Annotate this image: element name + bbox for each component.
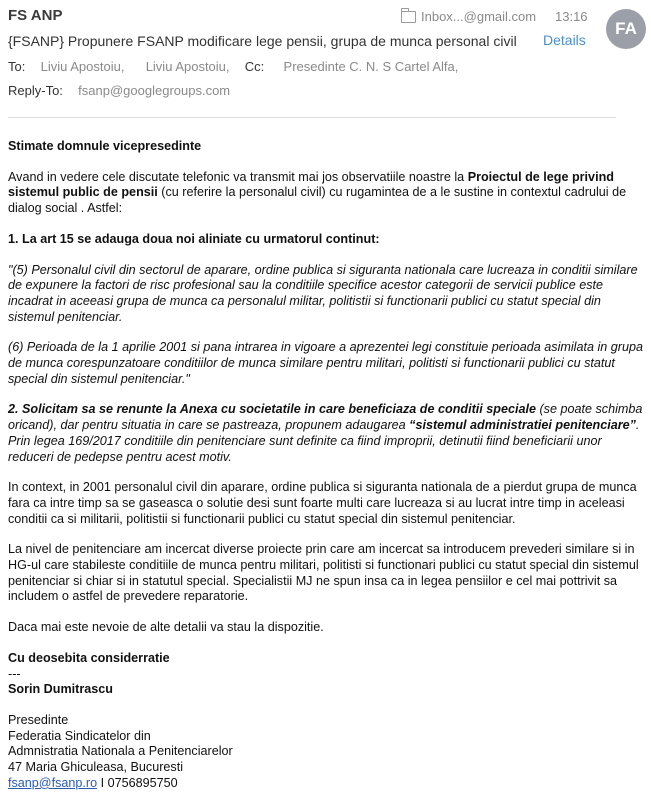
intro-paragraph: [8, 170, 648, 217]
to-recipient[interactable]: Liviu Apostoiu,: [145, 59, 230, 74]
regards: Cu deosebita considerratie: [8, 650, 170, 665]
sender-name: FS ANP: [8, 7, 63, 24]
point-2-text-end: . Prin legea 169/2017 conditiile din penitenciare sunt definite ca fiind improprii, detinutii fiind beneficiarii unor reduceri de pedepse pentru acest motiv.: [8, 418, 640, 464]
penitentiary-paragraph: La nivel de penitenciare am incercat diverse proiecte prin care am incercat sa introducem prevederi similare si in HG-ul care stabileste conditiile de munca pentru militari, politisti si functionari publici cu statut special din sistemul penitenciar si chiar si in statutul special. Specialistii MJ ne spun insa ca in legea pensiilor e cel mai pottrivit sa includem o astfel de prevedere reparatorie.: [8, 542, 639, 604]
point-2-heading: 2. Solicitam sa se renunte la Anexa cu societatile in care beneficiaza de conditii speciale: [8, 402, 536, 417]
signature-phone: I 0756895750: [97, 775, 178, 790]
intro-text: Avand in vedere cele discutate telefonic va transmit mai jos observatiile noastre la: [8, 169, 468, 184]
point-2-paragraph: [8, 402, 648, 465]
message-time: 13:16: [555, 9, 588, 24]
law-title: Proiectul de lege privind sistemul public de pensii: [8, 169, 614, 200]
cc-label: Cc:: [244, 59, 265, 74]
signature-org-line-2: Admnistratia Nationala a Penitenciarelor: [8, 744, 233, 759]
to-label: To:: [8, 59, 26, 74]
cc-recipient[interactable]: Presedinte C. N. S Cartel Alfa,: [283, 59, 459, 74]
signature-address: 47 Maria Ghiculeasa, Bucuresti: [8, 760, 183, 775]
signature-email-link[interactable]: fsanp@fsanp.ro: [8, 775, 98, 790]
alineat-6: (6) Perioada de la 1 aprilie 2001 si pana intrarea in vigoare a aprezentei legi constituie perioada asimilata in grupa de munca corespunzatoare conditiilor de munca similare pentru militari, politisti si functionarii publici cu statut special din sistemul penitenciar.": [8, 340, 643, 386]
avatar: FA: [606, 9, 646, 49]
signature-title: Presedinte: [8, 712, 69, 727]
signature-org-line-1: Federatia Sindicatelor din: [8, 728, 151, 743]
reply-to-line: [8, 83, 230, 98]
point-1-heading: 1. La art 15 se adauga doua noi aliniate cu urmatorul continut:: [8, 231, 380, 246]
alineat-5: "(5) Personalul civil din sectorul de aparare, ordine publica si siguranta nationala care lucreaza in conditii similare de expunere la factori de risc profesional sau la conditiile specifice acestor categorii de servicii publice este incadrat in aceeasi grupa de munca ca personalul militar, politistii si functionarii publici cu statut special din sistemul penitenciar.: [8, 262, 638, 324]
intro-text-end: (cu referire la personalul civil) cu rugamintea de a le sustine in contextul cadrului de dialog social . Astfel:: [8, 185, 627, 216]
reply-to-address[interactable]: fsanp@googlegroups.com: [78, 83, 231, 98]
folder-icon: [401, 11, 416, 23]
closing-offer: Daca mai este nevoie de alte detalii va stau la dispozitie.: [8, 620, 324, 635]
message-body: [8, 139, 648, 792]
message-header: [0, 0, 651, 110]
signature-contact: [8, 776, 648, 792]
details-link[interactable]: Details: [543, 32, 586, 48]
signature-name: Sorin Dumitrascu: [8, 682, 113, 697]
mailbox-text: Inbox...@gmail.com: [421, 9, 537, 24]
point-2-emphasis: “sistemul administratiei penitenciare”: [409, 418, 636, 433]
to-line: [8, 59, 458, 74]
header-divider: [8, 117, 616, 118]
reply-to-label: Reply-To:: [8, 83, 63, 98]
context-paragraph: In context, in 2001 personalul civil din aparare, ordine publica si siguranta nationala de a pierdut grupa de munca fara ca intre timp sa se gaseasca o solutie desi sunt foarte multi care lucreaza si au lucrat intre timp in aceleasi conditii ca si militarii, politistii si functionarii publici cu statut special din sistemul penitenciar.: [8, 480, 637, 526]
greeting: Stimate domnule vicepresedinte: [8, 139, 202, 153]
mailbox-label[interactable]: [401, 9, 536, 24]
signature-separator: ---: [8, 666, 21, 681]
point-2-text: (se poate schimba oricand), dar pentru situatia in care se pastreaza, propunem adaugarea: [8, 402, 643, 433]
to-recipient[interactable]: Liviu Apostoiu,: [40, 59, 125, 74]
message-subject: {FSANP} Propunere FSANP modificare lege pensii, grupa de munca personal civil: [8, 33, 517, 49]
